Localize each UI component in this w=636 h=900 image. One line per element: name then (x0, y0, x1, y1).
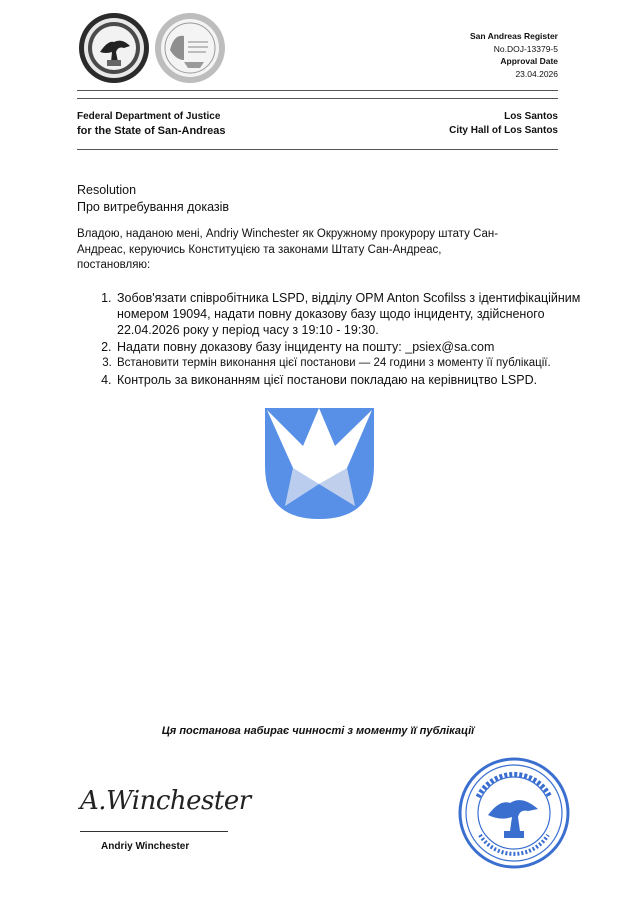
shield-star-watermark-icon (263, 406, 376, 521)
approval-label: Approval Date (500, 56, 558, 66)
doj-seal-blue (458, 757, 570, 869)
city-block (449, 110, 558, 138)
city-line1: Los Santos (504, 111, 558, 122)
list-item: 3. Встановити термін виконання цієї постанови — 24 години з моменту її публікації. (115, 356, 590, 371)
signature-image: A.Winchester (80, 786, 251, 816)
intro-paragraph: Владою, наданою мені, Andriy Winchester як Окружному прокурору штату Сан-Андреас, керуючись Конституцією та законами Штату Сан-Андреас, постановляю: (77, 228, 499, 271)
city-line2: City Hall of Los Santos (449, 125, 558, 136)
doj-seal-dark (78, 12, 150, 84)
header-rule-bottom (77, 149, 558, 150)
register-block (470, 30, 558, 80)
effect-note: Ця постанова набирає чинності з моменту її публікації (161, 725, 475, 737)
register-number: No.DOJ-13379-5 (493, 43, 558, 54)
header-rule-second (77, 98, 558, 99)
department-block (77, 110, 226, 138)
resolution-heading (77, 182, 229, 216)
resolution-title: Resolution (77, 183, 137, 197)
header-rule-top (77, 90, 558, 91)
approval-date: 23.04.2026 (515, 68, 558, 79)
signatory-name: Andriy Winchester (101, 841, 190, 852)
list-item: 4. Контроль за виконанням цієї постанови покладаю на керівництво LSPD. (115, 372, 590, 388)
list-item: 2. Надати повну доказову базу інциденту на пошту: _psiex@sa.com (115, 339, 590, 355)
list-item: 1. Зобов'язати співробітника LSPD, відділу OPM Anton Scofilss з ідентифікаційним номером 19094, надати повну доказову базу щодо інциденту, здійсненого 22.04.2026 року у період часу з 19:10 - 19:30. (115, 290, 590, 338)
signature-line (80, 831, 228, 832)
department-line1: Federal Department of Justice (77, 111, 221, 122)
department-line2: for the State of San-Andreas (77, 125, 226, 137)
resolution-subject: Про витребування доказів (77, 200, 230, 214)
resolution-items (77, 290, 590, 389)
register-title: San Andreas Register (469, 31, 558, 41)
state-seal-grey (154, 12, 226, 84)
